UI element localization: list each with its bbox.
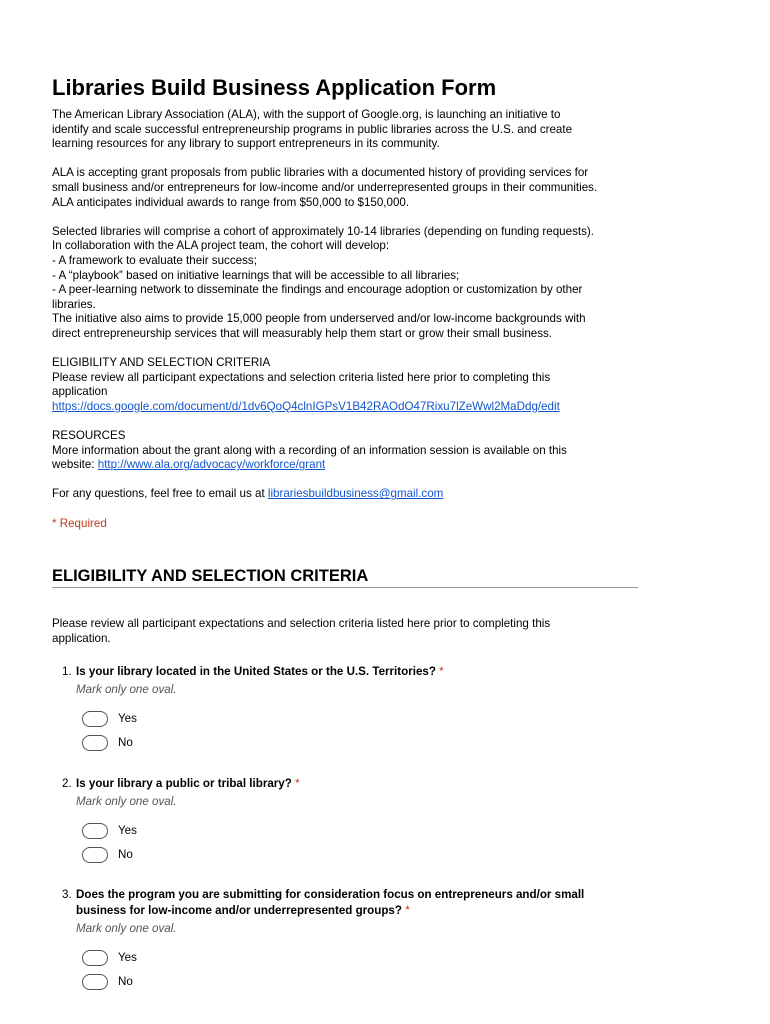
option-label: No [118, 975, 133, 988]
radio-oval[interactable] [82, 950, 108, 966]
option-no[interactable] [82, 731, 642, 755]
intro-line: identify and scale successful entrepreneurship programs in public libraries across the U.S. and create [52, 122, 573, 136]
question-line: business for low-income and/or underrepresented groups? [76, 904, 402, 917]
section-desc-line: Please review all participant expectations and selection criteria listed here prior to completing this [52, 617, 551, 630]
intro-line: direct entrepreneurship services that will measurably help them start or grow their small business. [52, 326, 553, 340]
intro-line: ELIGIBILITY AND SELECTION CRITERIA [52, 356, 271, 370]
required-star: * [439, 665, 444, 678]
option-group [82, 946, 642, 994]
intro-line-link-row [52, 487, 642, 502]
intro-line: ALA anticipates individual awards to range from $50,000 to $150,000. [52, 195, 410, 209]
email-label: For any questions, feel free to email us at [52, 487, 268, 501]
intro-paragraph-5 [52, 429, 642, 473]
required-star: * [405, 904, 410, 917]
radio-oval[interactable] [82, 711, 108, 727]
option-group [82, 819, 642, 867]
intro-line: ALA is accepting grant proposals from public libraries with a documented history of providing services for [52, 166, 589, 180]
question-number: 2. [62, 777, 72, 790]
intro-line: - A peer-learning network to disseminate the findings and encourage adoption or customization by other [52, 283, 583, 297]
intro-paragraph-2 [52, 166, 642, 210]
question-hint: Mark only one oval. [76, 922, 177, 935]
intro-paragraph-3 [52, 225, 642, 342]
option-no[interactable] [82, 843, 642, 867]
required-note: * Required [52, 516, 107, 530]
option-label: No [118, 848, 133, 861]
question-header [62, 664, 642, 680]
section-title: ELIGIBILITY AND SELECTION CRITERIA [52, 566, 638, 588]
website-label: website: [52, 458, 98, 472]
form-intro [52, 108, 642, 546]
question-number: 1. [62, 665, 72, 678]
option-yes[interactable] [82, 946, 642, 970]
option-label: Yes [118, 951, 137, 964]
option-label: Yes [118, 824, 137, 837]
option-label: No [118, 736, 133, 749]
option-group [82, 707, 642, 755]
grant-website-link[interactable]: http://www.ala.org/advocacy/workforce/grant [97, 458, 326, 472]
question-header [62, 776, 642, 792]
intro-line: The initiative also aims to provide 15,000 people from underserved and/or low-income backgrounds with [52, 312, 586, 326]
option-yes[interactable] [82, 707, 642, 731]
question-number: 3. [62, 888, 72, 901]
question-hint: Mark only one oval. [76, 795, 177, 808]
question-line: Is your library a public or tribal library? [76, 777, 292, 790]
intro-paragraph-4 [52, 356, 642, 414]
option-no[interactable] [82, 970, 642, 994]
question-1 [62, 664, 642, 755]
question-text [76, 887, 642, 919]
radio-oval[interactable] [82, 823, 108, 839]
intro-line: small business and/or entrepreneurs for low-income and/or underrepresented groups in their communities. [52, 180, 598, 194]
question-hint: Mark only one oval. [76, 683, 177, 696]
intro-line: RESOURCES [52, 429, 126, 443]
radio-oval[interactable] [82, 974, 108, 990]
question-2 [62, 776, 642, 867]
intro-line: The American Library Association (ALA), with the support of Google.org, is launching an initiative to [52, 108, 561, 121]
criteria-doc-link[interactable]: https://docs.google.com/document/d/1dv6QoQ4clnIGPsV1B42RAOdO47Rixu7lZeWwl2MaDdg/edit [52, 399, 560, 413]
intro-paragraph-1 [52, 108, 642, 152]
intro-line: - A “playbook” based on initiative learnings that will be accessible to all libraries; [52, 268, 460, 282]
required-star: * [295, 777, 300, 790]
intro-paragraph-6 [52, 487, 642, 502]
question-header [62, 887, 642, 919]
intro-line-link-row [52, 400, 642, 415]
intro-line-link-row [52, 458, 642, 473]
contact-email-link[interactable]: librariesbuildbusiness@gmail.com [267, 487, 444, 501]
option-label: Yes [118, 712, 137, 725]
intro-line: libraries. [52, 297, 96, 311]
radio-oval[interactable] [82, 735, 108, 751]
intro-line: Selected libraries will comprise a cohort of approximately 10-14 libraries (depending on funding requests). [52, 224, 594, 238]
intro-line: application [52, 385, 108, 399]
intro-line: More information about the grant along with a recording of an information session is available on this [52, 443, 567, 457]
question-line: Does the program you are submitting for consideration focus on entrepreneurs and/or small [76, 888, 585, 901]
question-3 [62, 887, 642, 994]
question-text [76, 664, 642, 680]
form-title: Libraries Build Business Application Form [52, 75, 497, 100]
radio-oval[interactable] [82, 847, 108, 863]
question-line: Is your library located in the United States or the U.S. Territories? [76, 665, 436, 678]
intro-line: learning resources for any library to support entrepreneurs in its community. [52, 137, 440, 151]
option-yes[interactable] [82, 819, 642, 843]
question-text [76, 776, 642, 792]
section-desc-line: application. [52, 631, 111, 645]
section-description [52, 617, 642, 646]
intro-line: Please review all participant expectations and selection criteria listed here prior to completing this [52, 370, 551, 384]
intro-line: - A framework to evaluate their success; [52, 253, 257, 267]
intro-line: In collaboration with the ALA project team, the cohort will develop: [52, 239, 390, 253]
